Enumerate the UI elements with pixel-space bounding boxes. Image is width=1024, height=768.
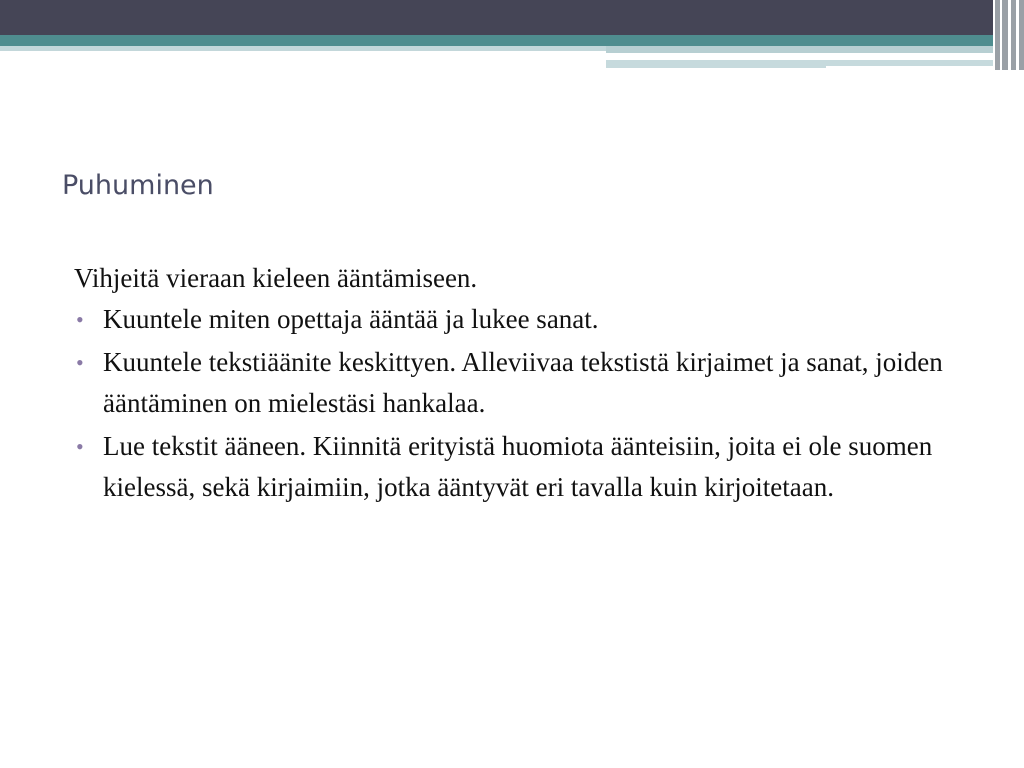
bullet-text: Lue tekstit ääneen. Kiinnitä erityistä huomiota äänteisiin, joita ei ole suomen kielessä, sekä kirjaimiin, jotka ääntyvät eri tavalla kuin kirjoitetaan.	[103, 431, 933, 502]
bullet-icon: •	[76, 434, 84, 459]
bullet-item	[74, 299, 954, 340]
bullet-item	[74, 342, 954, 424]
bullet-item	[74, 426, 954, 508]
header-stripe-gap	[993, 0, 995, 70]
header-band-dark	[0, 0, 1024, 35]
slide-body	[74, 258, 954, 510]
bullet-icon: •	[76, 350, 84, 375]
header-stripe-gap	[1000, 0, 1002, 70]
bullet-text: Kuuntele miten opettaja ääntää ja lukee sanat.	[103, 304, 599, 334]
header-stripe	[1019, 0, 1024, 70]
bullet-list	[74, 299, 954, 508]
intro-text: Vihjeitä vieraan kieleen ääntämiseen.	[74, 263, 478, 293]
header-band-teal	[0, 35, 1024, 46]
slide-title: Puhuminen	[62, 170, 214, 201]
bullet-text: Kuuntele tekstiäänite keskittyen. Alleviivaa tekstistä kirjaimet ja sanat, joiden ääntäminen on mielestäsi hankalaa.	[103, 347, 943, 418]
header-stripe-gap	[1008, 0, 1011, 70]
header-band-gap	[606, 56, 948, 59]
header-band-step-lower	[606, 60, 826, 68]
header-band-step	[606, 46, 1024, 53]
bullet-icon: •	[76, 307, 84, 332]
header-stripe-gap	[1016, 0, 1019, 70]
